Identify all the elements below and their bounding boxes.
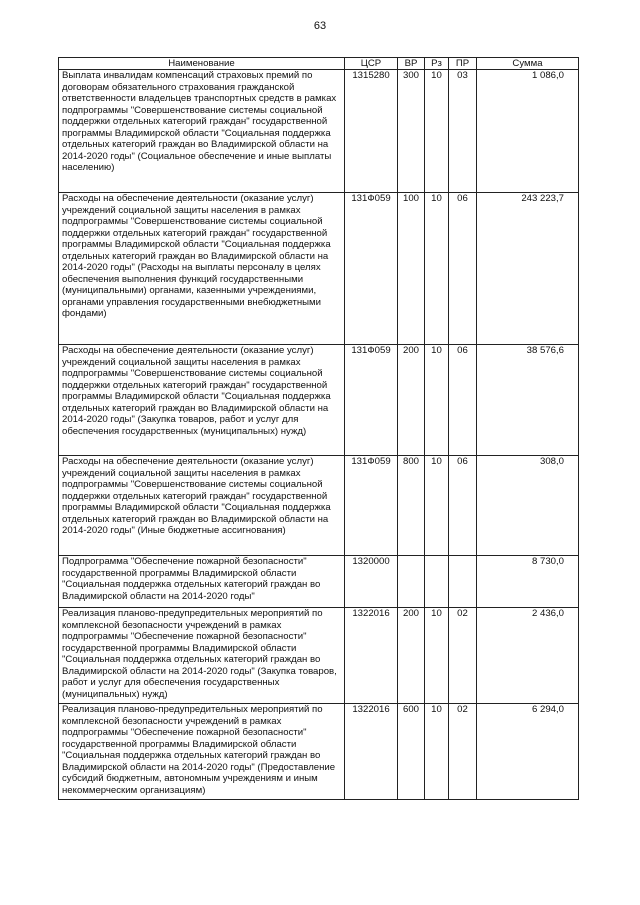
column-header-name: Наименование bbox=[59, 58, 345, 70]
table-row bbox=[59, 193, 579, 345]
row-name: Реализация планово-предупредительных мероприятий по комплексной безопасности учреждений в рамках подпрограммы "Обеспечение пожарной безопасности" государственной программы Владимирской области "Социальная поддержка отдельных категорий граждан во Владимирской области на 2014-2020 годы" (Предоставление субсидий бюджетным, автономным учреждениям и иным некоммерческим организациям) bbox=[59, 704, 345, 800]
row-name: Расходы на обеспечение деятельности (оказание услуг) учреждений социальной защиты населения в рамках подпрограммы "Совершенствование системы социальной поддержки отдельных категорий граждан" государственной программы Владимирской области "Социальная поддержка отдельных категорий граждан во Владимирской области на 2014-2020 годы" (Закупка товаров, работ и услуг для обеспечения государственных (муниципальных) нужд) bbox=[59, 345, 345, 456]
table-header-row bbox=[59, 58, 579, 70]
row-name: Выплата инвалидам компенсаций страховых премий по договорам обязательного страхования гражданской ответственности владельцев транспортных средств в рамках подпрограммы "Совершенствование системы социальной поддержки отдельных категорий граждан" государственной программы Владимирской области "Социальная поддержка отдельных категорий граждан во Владимирской области на 2014-2020 годы" (Социальное обеспечение и иные выплаты населению) bbox=[59, 70, 345, 193]
row-csr: 1322016 bbox=[345, 704, 398, 800]
row-name: Расходы на обеспечение деятельности (оказание услуг) учреждений социальной защиты населения в рамках подпрограммы "Совершенствование системы социальной поддержки отдельных категорий граждан" государственной программы Владимирской области "Социальная поддержка отдельных категорий граждан во Владимирской области на 2014-2020 годы" (Иные бюджетные ассигнования) bbox=[59, 456, 345, 556]
row-rz bbox=[425, 556, 449, 608]
row-csr: 131Ф059 bbox=[345, 193, 398, 345]
column-header-sum: Сумма bbox=[477, 58, 579, 70]
row-vr: 800 bbox=[398, 456, 425, 556]
row-name: Реализация планово-предупредительных мероприятий по комплексной безопасности учреждений в рамках подпрограммы "Обеспечение пожарной безопасности" государственной программы Владимирской области "Социальная поддержка отдельных категорий граждан во Владимирской области на 2014-2020 годы" (Закупка товаров, работ и услуг для обеспечения государственных (муниципальных) нужд) bbox=[59, 608, 345, 704]
row-rz: 10 bbox=[425, 193, 449, 345]
row-pr: 06 bbox=[449, 456, 477, 556]
row-sum: 1 086,0 bbox=[477, 70, 579, 193]
column-header-csr: ЦСР bbox=[345, 58, 398, 70]
row-sum: 243 223,7 bbox=[477, 193, 579, 345]
row-pr: 02 bbox=[449, 704, 477, 800]
table-row bbox=[59, 608, 579, 704]
row-vr: 300 bbox=[398, 70, 425, 193]
row-vr: 200 bbox=[398, 608, 425, 704]
row-name: Подпрограмма "Обеспечение пожарной безопасности" государственной программы Владимирской области "Социальная поддержка отдельных категорий граждан во Владимирской области на 2014-2020 годы" bbox=[59, 556, 345, 608]
row-sum: 38 576,6 bbox=[477, 345, 579, 456]
row-vr: 600 bbox=[398, 704, 425, 800]
row-pr: 03 bbox=[449, 70, 477, 193]
row-rz: 10 bbox=[425, 70, 449, 193]
row-vr bbox=[398, 556, 425, 608]
row-vr: 100 bbox=[398, 193, 425, 345]
column-header-pr: ПР bbox=[449, 58, 477, 70]
row-vr: 200 bbox=[398, 345, 425, 456]
table-row bbox=[59, 345, 579, 456]
table-row bbox=[59, 556, 579, 608]
column-header-rz: Рз bbox=[425, 58, 449, 70]
row-rz: 10 bbox=[425, 345, 449, 456]
row-csr: 1322016 bbox=[345, 608, 398, 704]
row-name: Расходы на обеспечение деятельности (оказание услуг) учреждений социальной защиты населения в рамках подпрограммы "Совершенствование системы социальной поддержки отдельных категорий граждан" государственной программы Владимирской области "Социальная поддержка отдельных категорий граждан во Владимирской области на 2014-2020 годы" (Расходы на выплаты персоналу в целях обеспечения выполнения функций государственными (муниципальными) органами, казенными учреждениями, органами управления государственными внебюджетными фондами) bbox=[59, 193, 345, 345]
row-rz: 10 bbox=[425, 704, 449, 800]
budget-table bbox=[58, 57, 579, 800]
row-pr bbox=[449, 556, 477, 608]
row-pr: 06 bbox=[449, 345, 477, 456]
table-row bbox=[59, 70, 579, 193]
table-row bbox=[59, 456, 579, 556]
row-sum: 8 730,0 bbox=[477, 556, 579, 608]
table-row bbox=[59, 704, 579, 800]
budget-table-container bbox=[58, 57, 578, 800]
row-sum: 6 294,0 bbox=[477, 704, 579, 800]
page-number: 63 bbox=[313, 20, 327, 32]
column-header-vr: ВР bbox=[398, 58, 425, 70]
row-rz: 10 bbox=[425, 456, 449, 556]
row-rz: 10 bbox=[425, 608, 449, 704]
row-csr: 131Ф059 bbox=[345, 456, 398, 556]
row-sum: 2 436,0 bbox=[477, 608, 579, 704]
row-csr: 1320000 bbox=[345, 556, 398, 608]
row-csr: 1315280 bbox=[345, 70, 398, 193]
row-sum: 308,0 bbox=[477, 456, 579, 556]
row-pr: 06 bbox=[449, 193, 477, 345]
row-csr: 131Ф059 bbox=[345, 345, 398, 456]
row-pr: 02 bbox=[449, 608, 477, 704]
